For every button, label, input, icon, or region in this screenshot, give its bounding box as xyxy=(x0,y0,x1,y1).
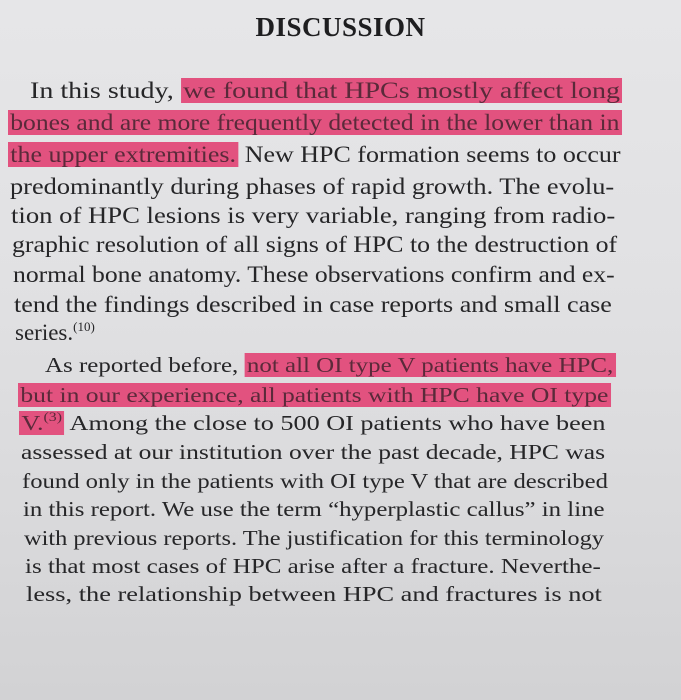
text-line: tend the findings described in case reports and small case xyxy=(14,292,612,317)
text-line: is that most cases of HPC arise after a fracture. Neverthe- xyxy=(25,554,601,578)
text-line: in this report. We use the term “hyperplastic callus” in line xyxy=(23,497,605,521)
text-line: tion of HPC lesions is very variable, ranging from radio- xyxy=(11,203,616,228)
text-run: As reported before, xyxy=(45,353,245,377)
text-run: Among the close to 500 OI patients who have been xyxy=(64,411,606,435)
section-heading: DISCUSSION xyxy=(255,12,426,42)
highlighted-text: we found that HPCs mostly affect long xyxy=(181,78,623,103)
text-line xyxy=(8,108,622,138)
text-line xyxy=(30,76,622,106)
highlighted-text: not all OI type V patients have HPC, xyxy=(245,353,616,377)
reference-marker: (10) xyxy=(73,319,95,334)
reference-marker: (3) xyxy=(43,409,63,424)
text-line xyxy=(18,380,611,410)
text-line xyxy=(8,140,621,170)
text-line xyxy=(19,408,605,438)
text-line xyxy=(45,350,616,380)
highlighted-text: the upper extremities. xyxy=(8,142,238,167)
text-run: New HPC formation seems to occur xyxy=(238,142,621,167)
text-line xyxy=(15,318,95,348)
text-run: V. xyxy=(21,411,44,435)
highlighted-text xyxy=(19,411,64,435)
text-line: predominantly during phases of rapid growth. The evolu- xyxy=(10,174,615,199)
text-line: assessed at our institution over the past decade, HPC was xyxy=(21,440,606,464)
text-line: found only in the patients with OI type V that are described xyxy=(22,469,608,493)
text-line: graphic resolution of all signs of HPC to the destruction of xyxy=(12,232,618,257)
text-run: series. xyxy=(15,320,74,345)
highlighted-text: but in our experience, all patients with HPC have OI type xyxy=(18,383,611,407)
text-run: In this study, xyxy=(30,78,181,103)
highlighted-text: bones and are more frequently detected in the lower than in xyxy=(8,110,622,135)
text-line: less, the relationship between HPC and fractures is not xyxy=(26,582,602,606)
text-line: normal bone anatomy. These observations confirm and ex- xyxy=(13,262,615,287)
text-line: with previous reports. The justification for this terminology xyxy=(24,526,604,550)
